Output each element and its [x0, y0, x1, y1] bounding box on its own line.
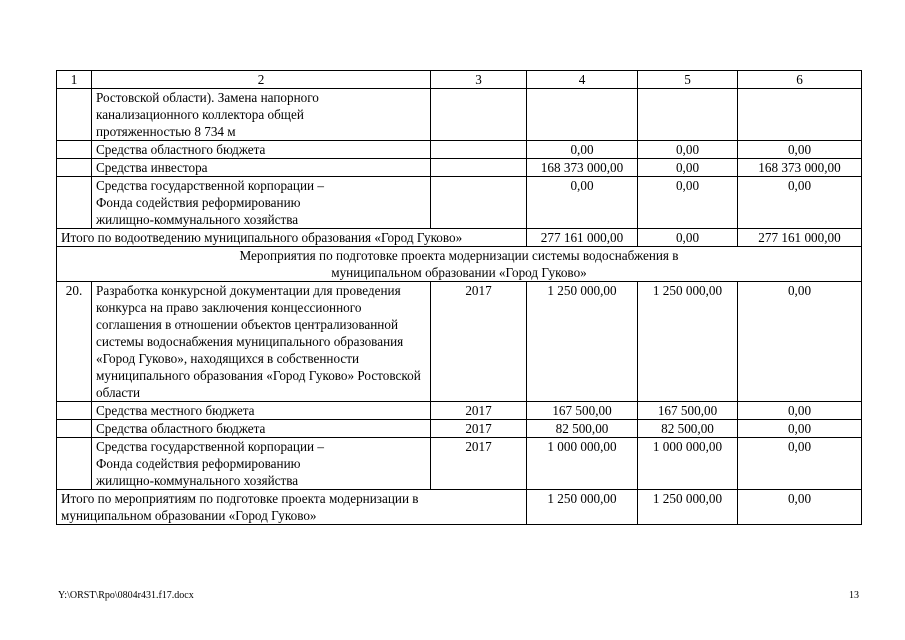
header-row — [57, 71, 862, 89]
row-number — [57, 89, 92, 141]
table-row — [57, 177, 862, 229]
total-row — [57, 490, 862, 525]
row-year — [431, 89, 527, 141]
row-year — [431, 159, 527, 177]
row-col4: 1 250 000,00 — [527, 282, 638, 402]
total-col4: 277 161 000,00 — [527, 229, 638, 247]
row-col4: 167 500,00 — [527, 402, 638, 420]
table-row — [57, 420, 862, 438]
budget-table — [56, 70, 862, 525]
header-cell: 2 — [92, 71, 431, 89]
row-col5: 1 250 000,00 — [638, 282, 738, 402]
section-heading: Мероприятия по подготовке проекта модернизации системы водоснабжения в муниципальном образовании «Город Гуково» — [57, 247, 862, 282]
row-year: 2017 — [431, 402, 527, 420]
row-number — [57, 177, 92, 229]
total-col5: 1 250 000,00 — [638, 490, 738, 525]
table-row — [57, 159, 862, 177]
row-number — [57, 141, 92, 159]
row-name: Средства инвестора — [92, 159, 431, 177]
row-number — [57, 420, 92, 438]
row-col4: 0,00 — [527, 141, 638, 159]
row-col4: 82 500,00 — [527, 420, 638, 438]
total-col4: 1 250 000,00 — [527, 490, 638, 525]
table-row — [57, 402, 862, 420]
row-year: 2017 — [431, 282, 527, 402]
row-col5: 0,00 — [638, 177, 738, 229]
row-year — [431, 141, 527, 159]
row-col4: 0,00 — [527, 177, 638, 229]
row-name: Средства местного бюджета — [92, 402, 431, 420]
table-row — [57, 141, 862, 159]
row-col4 — [527, 89, 638, 141]
row-name: Средства областного бюджета — [92, 141, 431, 159]
row-col6: 0,00 — [738, 282, 862, 402]
total-row — [57, 229, 862, 247]
row-col6: 0,00 — [738, 438, 862, 490]
row-name: Средства областного бюджета — [92, 420, 431, 438]
row-name: Средства государственной корпорации – Фонда содействия реформированию жилищно-коммунального хозяйства — [92, 177, 431, 229]
row-col6: 0,00 — [738, 177, 862, 229]
row-col6 — [738, 89, 862, 141]
file-path: Y:\ORST\Rpo\0804r431.f17.docx — [58, 590, 194, 601]
row-number — [57, 438, 92, 490]
row-col5: 1 000 000,00 — [638, 438, 738, 490]
section-row — [57, 247, 862, 282]
row-col5: 0,00 — [638, 159, 738, 177]
row-col6: 168 373 000,00 — [738, 159, 862, 177]
row-col6: 0,00 — [738, 141, 862, 159]
row-col5: 82 500,00 — [638, 420, 738, 438]
table-row — [57, 89, 862, 141]
table-row — [57, 282, 862, 402]
row-number — [57, 402, 92, 420]
row-name: Ростовской области). Замена напорного канализационного коллектора общей протяженностью 8 734 м — [92, 89, 431, 141]
row-col5 — [638, 89, 738, 141]
header-cell: 1 — [57, 71, 92, 89]
row-number — [57, 159, 92, 177]
total-col6: 0,00 — [738, 490, 862, 525]
page-number: 13 — [849, 590, 859, 601]
row-col5: 0,00 — [638, 141, 738, 159]
total-label: Итого по водоотведению муниципального образования «Город Гуково» — [57, 229, 527, 247]
header-cell: 4 — [527, 71, 638, 89]
row-col5: 167 500,00 — [638, 402, 738, 420]
total-col5: 0,00 — [638, 229, 738, 247]
header-cell: 6 — [738, 71, 862, 89]
total-label: Итого по мероприятиям по подготовке проекта модернизации в муниципальном образовании «Город Гуково» — [57, 490, 527, 525]
row-number: 20. — [57, 282, 92, 402]
row-col6: 0,00 — [738, 402, 862, 420]
header-cell: 5 — [638, 71, 738, 89]
header-cell: 3 — [431, 71, 527, 89]
row-year: 2017 — [431, 420, 527, 438]
row-name: Средства государственной корпорации – Фонда содействия реформированию жилищно-коммунального хозяйства — [92, 438, 431, 490]
row-year: 2017 — [431, 438, 527, 490]
total-col6: 277 161 000,00 — [738, 229, 862, 247]
table-row — [57, 438, 862, 490]
row-col4: 168 373 000,00 — [527, 159, 638, 177]
row-col6: 0,00 — [738, 420, 862, 438]
row-col4: 1 000 000,00 — [527, 438, 638, 490]
row-year — [431, 177, 527, 229]
row-name: Разработка конкурсной документации для проведения конкурса на право заключения концессионного соглашения в отношении объектов централизованной системы водоснабжения муниципального образования «Город Гуково», находящихся в собственности муниципального образования «Город Гуково» Ростовской области — [92, 282, 431, 402]
